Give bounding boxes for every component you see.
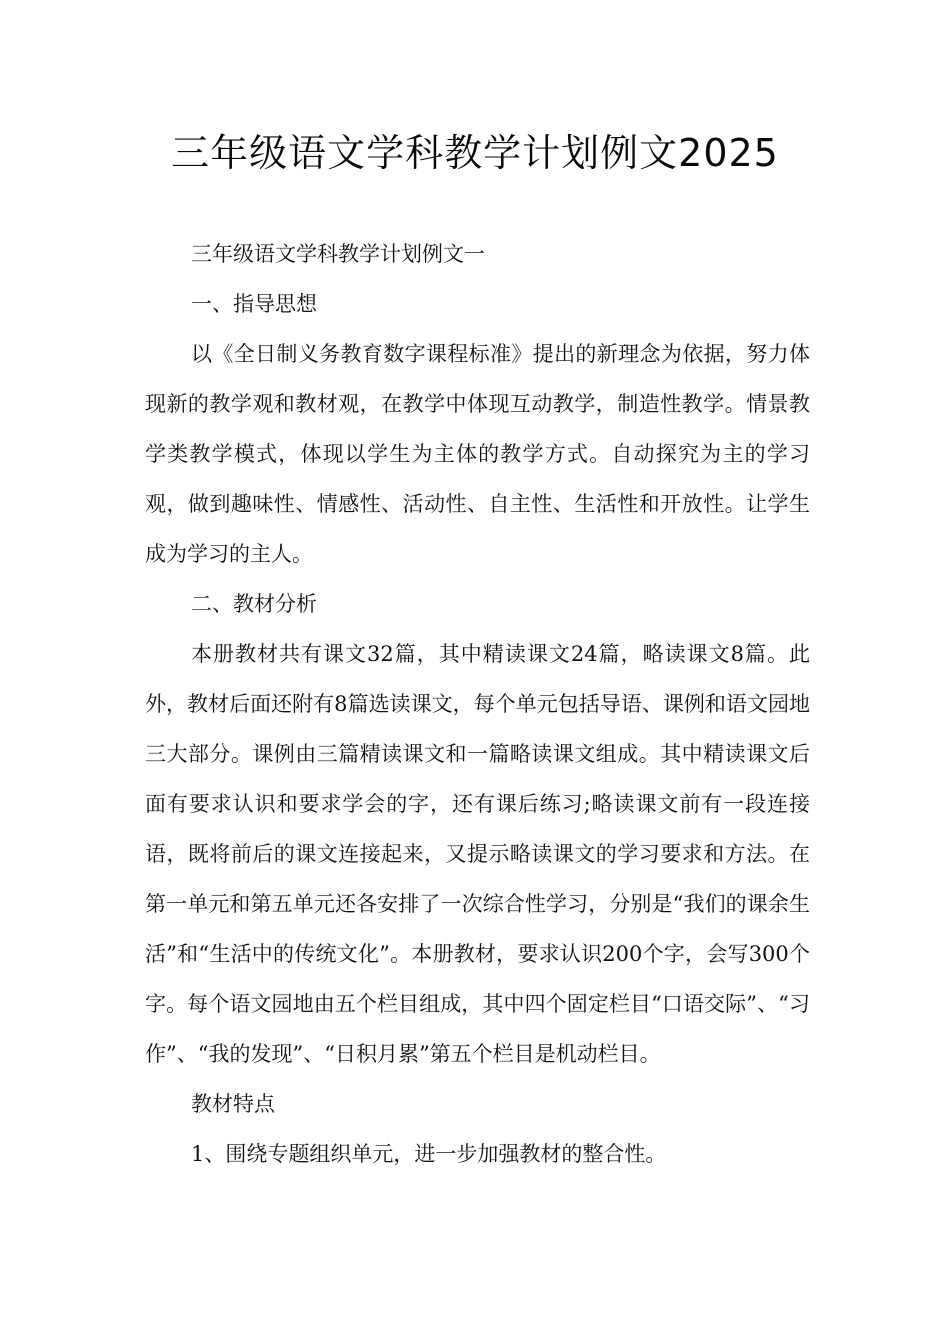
paragraph-feature-one: 1、围绕专题组织单元，进一步加强教材的整合性。 [191,1142,667,1166]
paragraph-textbook-analysis: 本册教材共有课文32篇，其中精读课文24篇，略读课文8篇。此外，教材后面还附有8篇选读课文，每个单元包括导语、课例和语文园地三大部分。课例由三篇精读课文和一篇略读课文组成。其中精读课文后面有要求认识和要求学会的字，还有课后练习;略读课文前有一段连接语，既将前后的课文连接起来，又提示略读课文的学习要求和方法。在第一单元和第五单元还各安排了一次综合性学习，分别是“我们的课余生活”和“生活中的传统文化”。本册教材，要求认识200个字，会写300个字。每个语文园地由五个栏目组成，其中四个固定栏目“口语交际”、“习作”、“我的发现”、“日积月累”第五个栏目是机动栏目。 [145,642,810,1066]
document-body [145,229,810,1179]
section-heading-textbook-analysis: 二、教材分析 [191,592,317,616]
section-heading-textbook-features: 教材特点 [191,1092,275,1116]
section-heading-guiding-ideology: 一、指导思想 [191,292,317,316]
paragraph-guiding-ideology: 以《全日制义务教育数字课程标准》提出的新理念为依据，努力体现新的教学观和教材观，在教学中体现互动教学，制造性教学。情景教学类教学模式，体现以学生为主体的教学方式。自动探究为主的学习观，做到趣味性、情感性、活动性、自主性、生活性和开放性。让学生成为学习的主人。 [145,342,810,566]
section-heading-example-one: 三年级语文学科教学计划例文一 [191,242,485,266]
document-title: 三年级语文学科教学计划例文2025 [171,131,779,175]
